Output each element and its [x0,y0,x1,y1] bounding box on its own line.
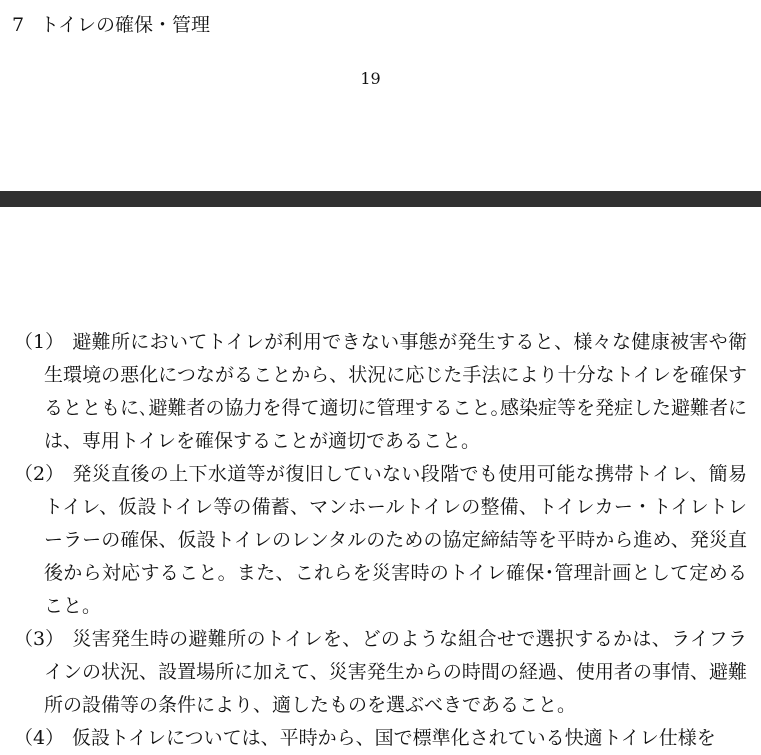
section-number: 7 [12,14,25,36]
numbered-item-list [14,326,747,755]
list-item [14,722,747,755]
item-label: （4） [14,727,65,749]
list-item [14,623,747,722]
section-title-text: トイレの確保・管理 [40,14,211,36]
list-item [14,326,747,458]
item-label: （2） [14,463,65,485]
item-text: 避難所においてトイレが利用できない事態が発生すると、様々な健康被害や衛生環境の悪化につながることから、状況に応じた手法により十分なトイレを確保するとともに､避難者の協力を得て適切に管理すること｡感染症等を発症した避難者には、専用トイレを確保することが適切であること。 [44,331,748,452]
section-heading [12,11,210,39]
item-text: 災害発生時の避難所のトイレを、どのような組合せで選択するかは、ライフラインの状況、設置場所に加えて、災害発生からの時間の経過、使用者の事情、避難所の設備等の条件により、適したものを選ぶべきであること。 [44,628,747,716]
item-text: 仮設トイレについては、平時から、国で標準化されている快適トイレ仕様を [72,727,716,749]
page-break-divider [0,191,761,207]
list-item [14,458,747,623]
item-text: 発災直後の上下水道等が復旧していない段階でも使用可能な携帯トイレ、簡易トイレ、仮設トイレ等の備蓄、マンホールトイレの整備、トイレカー・トイレトレーラーの確保、仮設トイレのレンタルのための協定締結等を平時から進め、発災直後から対応すること。また、これらを災害時のトイレ確保･管理計画として定めること。 [44,463,747,617]
item-label: （3） [14,628,65,650]
item-label: （1） [14,331,65,353]
page-number: 19 [360,69,381,88]
